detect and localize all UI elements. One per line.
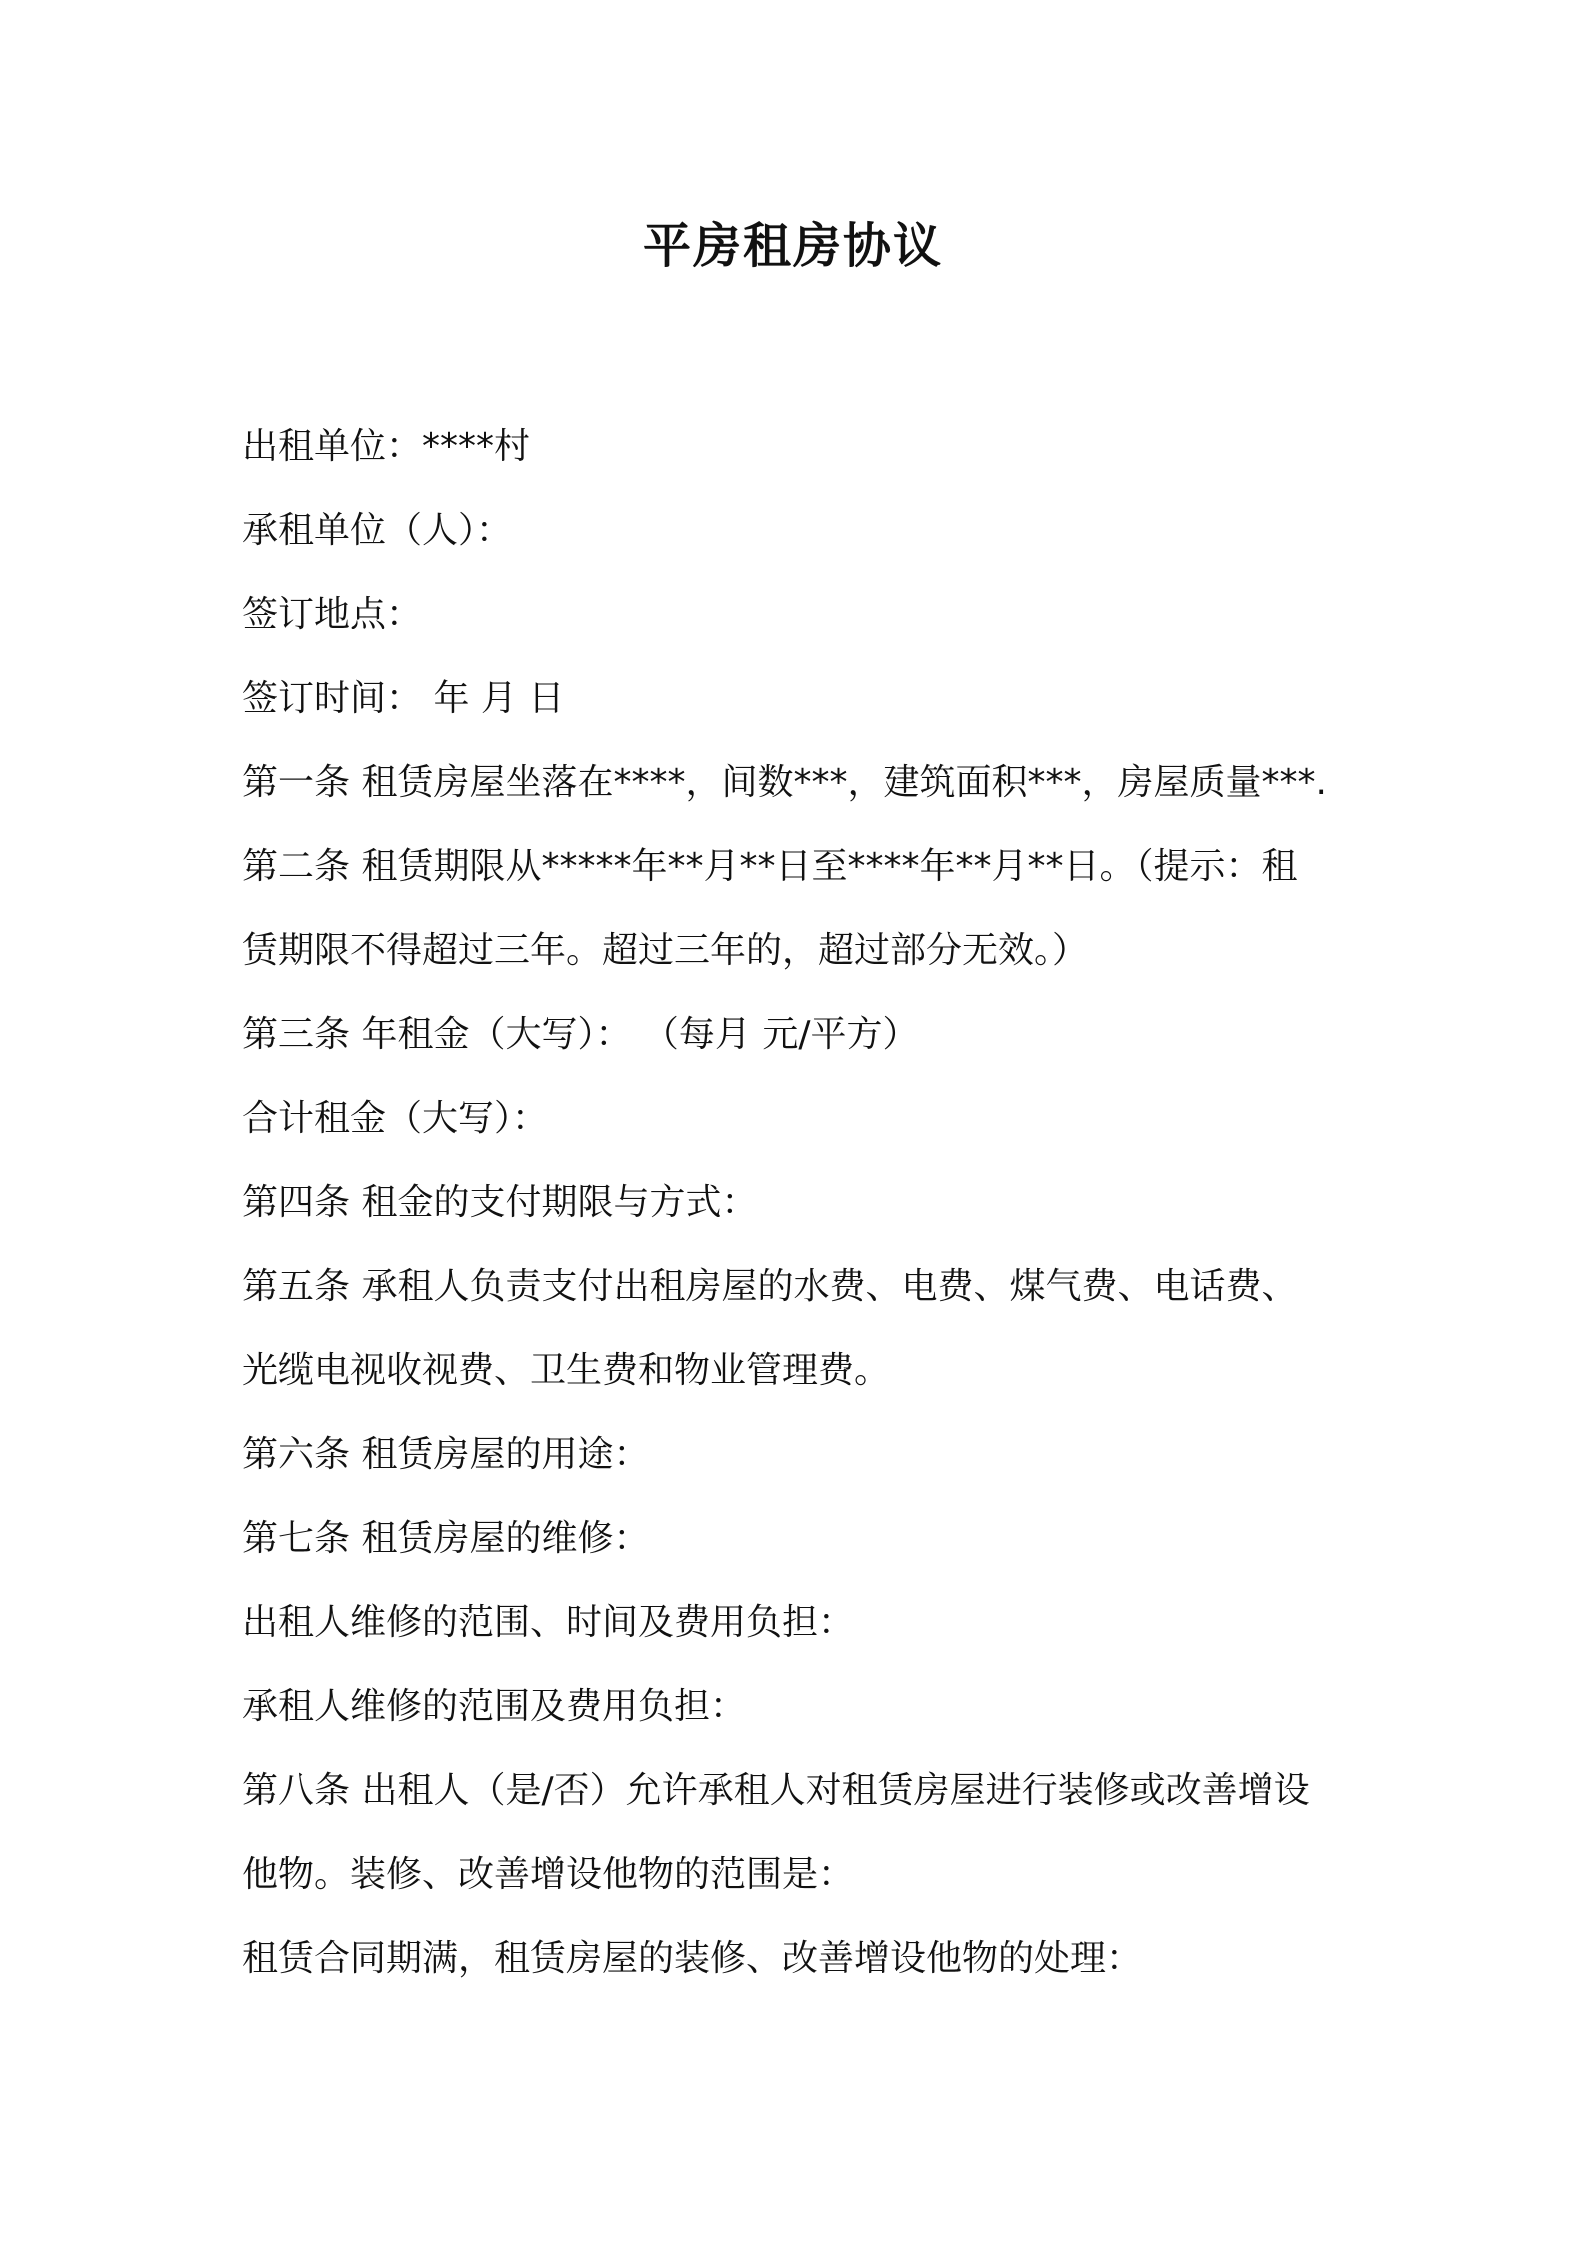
lessor-line: 出租单位：****村: [242, 426, 531, 467]
article-7-line: 第七条 租赁房屋的维修：: [242, 1518, 650, 1559]
article-1-line: 第一条 租赁房屋坐落在****，间数***，建筑面积***，房屋质量***.: [242, 762, 1327, 803]
lease-expiry-line: 租赁合同期满，租赁房屋的装修、改善增设他物的处理：: [242, 1938, 1143, 1979]
article-8-continuation: 他物。装修、改善增设他物的范围是：: [242, 1854, 855, 1895]
lessee-line: 承租单位（人）：: [242, 510, 513, 551]
signing-place-line: 签订地点：: [242, 594, 423, 635]
article-6-line: 第六条 租赁房屋的用途：: [242, 1434, 650, 1475]
article-2-line: 第二条 租赁期限从*****年**月**日至****年**月**日。（提示：租: [242, 846, 1298, 887]
document-title: 平房租房协议: [642, 218, 943, 274]
article-5-continuation: 光缆电视收视费、卫生费和物业管理费。: [242, 1350, 891, 1391]
document-body: [242, 405, 1362, 2001]
article-2-continuation: 赁期限不得超过三年。超过三年的，超过部分无效。）: [242, 930, 1089, 971]
lessee-repair-line: 承租人维修的范围及费用负担：: [242, 1686, 747, 1727]
article-3-line: 第三条 年租金（大写）： （每月 元/平方）: [242, 1014, 919, 1055]
signing-date-line: 签订时间： 年 月 日: [242, 678, 565, 719]
lessor-repair-line: 出租人维修的范围、时间及费用负担：: [242, 1602, 855, 1643]
article-8-line: 第八条 出租人（是/否）允许承租人对租赁房屋进行装修或改善增设: [242, 1770, 1310, 1811]
article-4-line: 第四条 租金的支付期限与方式：: [242, 1182, 758, 1223]
article-5-line: 第五条 承租人负责支付出租房屋的水费、电费、煤气费、电话费、: [242, 1266, 1298, 1307]
total-rent-line: 合计租金（大写）：: [242, 1098, 549, 1139]
